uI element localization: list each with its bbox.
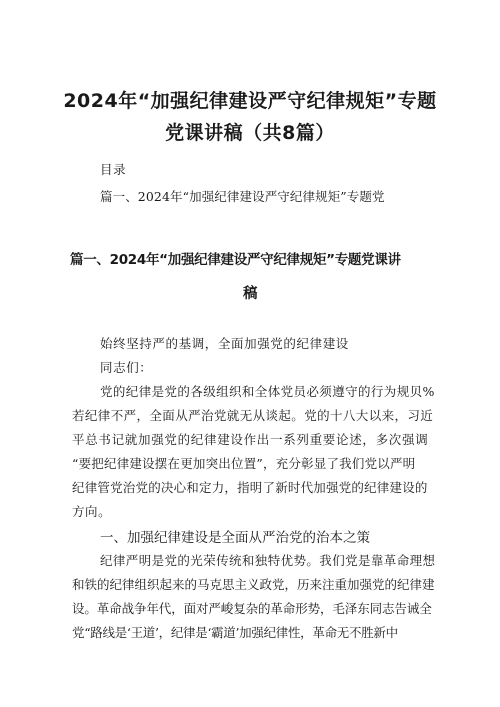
article-subtitle: 始终坚持严的基调，全面加强党的纪律建设 xyxy=(100,336,349,351)
para2-line-4: 党“路线是‘王道’，纪律是‘霸道’加强纪律性，革命无不胜新中 xyxy=(72,625,398,640)
para1-line-6: 方向。 xyxy=(72,504,112,519)
article-salutation: 同志们： xyxy=(100,360,153,375)
toc-entry-1[interactable]: 篇一、2024年“加强纪律建设严守纪律规矩”专题党 xyxy=(100,189,385,204)
para2-line-2: 和铁的纪律组织起来的马克思主义政党，历来注重加强党的纪律建 xyxy=(72,577,435,592)
toc-label: 目录 xyxy=(100,162,127,177)
para1-line-1: 党的纪律是党的各级组织和全体党员必须遵守的行为规贝% xyxy=(100,384,435,399)
article-heading-line-2: 稿 xyxy=(243,286,258,302)
para1-line-4: “要把纪律建设摆在更加突出位置”，充分彰显了我们党以严明 xyxy=(72,456,416,471)
para1-line-2: 若纪律不严，全面从严治党就无从谈起。党的十八大以来，习近 xyxy=(72,408,434,423)
section-1-heading: 一、加强纪律建设是全面从严治党的治本之策 xyxy=(100,530,370,546)
document-title-line-2: 党课讲稿（共8篇） xyxy=(165,122,335,144)
para1-line-3: 平总书记就加强党的纪律建设作出一系列重要论述，多次强调 xyxy=(72,432,429,447)
para2-line-1: 纪律严明是党的光荣传统和独特优势。我们党是靠革命理想 xyxy=(100,553,436,568)
para2-line-3: 设。革命战争年代，面对严峻复杂的革命形势，毛泽东同志告诫全 xyxy=(72,601,432,616)
para1-line-5: 纪律管党治党的决心和定力，指明了新时代加强党的纪律建设的 xyxy=(72,480,428,495)
article-heading-line-1: 篇一、2024年“加强纪律建设严守纪律规矩”专题党课讲 xyxy=(70,252,401,268)
document-title-line-1: 2024年“加强纪律建设严守纪律规矩”专题 xyxy=(63,90,437,112)
